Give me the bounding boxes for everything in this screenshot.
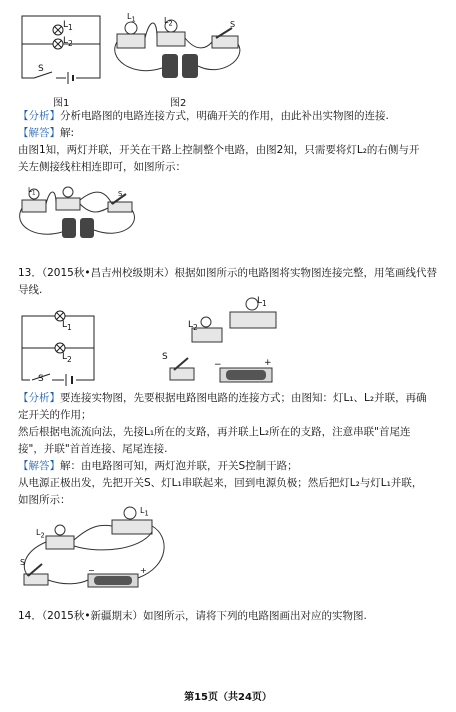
q13-diag-S-label: S	[38, 374, 44, 384]
fig2-L2-label: $L_2$	[164, 16, 173, 28]
q13-diag-L2-label: $L_2$	[62, 352, 72, 364]
page-footer: 第15页（共24页）	[184, 692, 272, 703]
q13-line7: 如图所示：	[18, 494, 71, 506]
q13-phys-minus: −	[214, 360, 222, 370]
q13-circuit-diagram	[20, 310, 100, 384]
q12-line1: 由图1知，两灯并联，开关在干路上控制整个电路，由图2知，只需要将灯L₂的右侧与开	[18, 144, 420, 156]
q13-answer: 【解答】解：由电路图可知，两灯泡并联，开关S控制干路；	[18, 460, 298, 472]
q13-ans-minus: −	[88, 566, 95, 575]
fig1-L1-label: $L_1$	[63, 20, 73, 32]
q13-analysis: 【分析】要连接实物图，先要根据电路图电路的连接方式；由图知：灯L₁、L₂并联，再确	[18, 392, 427, 404]
q13-ans-plus: +	[140, 566, 147, 575]
fig2-caption: 图2	[170, 98, 187, 109]
q13-line3: 然后根据电流流向法，先接L₁所在的支路，再并联上L₂所在的支路，注意串联"首尾连	[18, 426, 411, 438]
q12-fig-S-label: S	[118, 190, 123, 198]
q13-phys-S-label: S	[162, 352, 168, 362]
q13-ans-S-label: S	[20, 558, 26, 567]
q13-analysis-line2: 定开关的作用；	[18, 409, 92, 421]
q12-line2: 关左侧接线柱相连即可，如图所示：	[18, 161, 186, 173]
fig1-L2-label: $L_2$	[63, 36, 73, 48]
q13-answer-figure	[20, 506, 170, 590]
q14-title: 14．（2015秋•新疆期末）如图所示，请将下列的电路图画出对应的实物图.	[18, 610, 367, 622]
q13-ans-L2-label: $L_2$	[36, 528, 45, 540]
fig1-S-label: S	[38, 64, 44, 74]
q13-line4: 接"，并联"首首连接、尾尾连接.	[18, 443, 168, 455]
q12-analysis: 【分析】分析电路图的电路连接方式，明确开关的作用，由此补出实物图的连接.	[18, 110, 389, 122]
q13-title-line1: 13．（2015秋•昌吉州校级期末）根据如图所示的电路图将实物图连接完整，用笔画线代替	[18, 267, 438, 279]
q13-phys-L2-label: $L_2$	[188, 320, 198, 332]
fig2-S-label: S	[230, 20, 236, 29]
q12-answer: 【解答】解:	[18, 127, 75, 139]
q12-fig-L1-label: $L_1$	[28, 186, 36, 197]
q13-phys-L1-label: $L_1$	[257, 296, 267, 308]
fig1-caption: 图1	[53, 98, 70, 109]
q13-title-line2: 导线.	[18, 284, 43, 296]
q13-physical-components	[160, 298, 300, 390]
q13-ans-L1-label: $L_1$	[140, 506, 149, 518]
q13-diag-L1-label: $L_1$	[62, 320, 72, 332]
q13-line6: 从电源正极出发，先把开关S、灯L₁串联起来，回到电源负极；然后把灯L₂与灯L₁并联，	[18, 477, 423, 489]
fig2-L1-label: $L_1$	[127, 12, 136, 24]
q13-phys-plus: +	[264, 358, 272, 368]
